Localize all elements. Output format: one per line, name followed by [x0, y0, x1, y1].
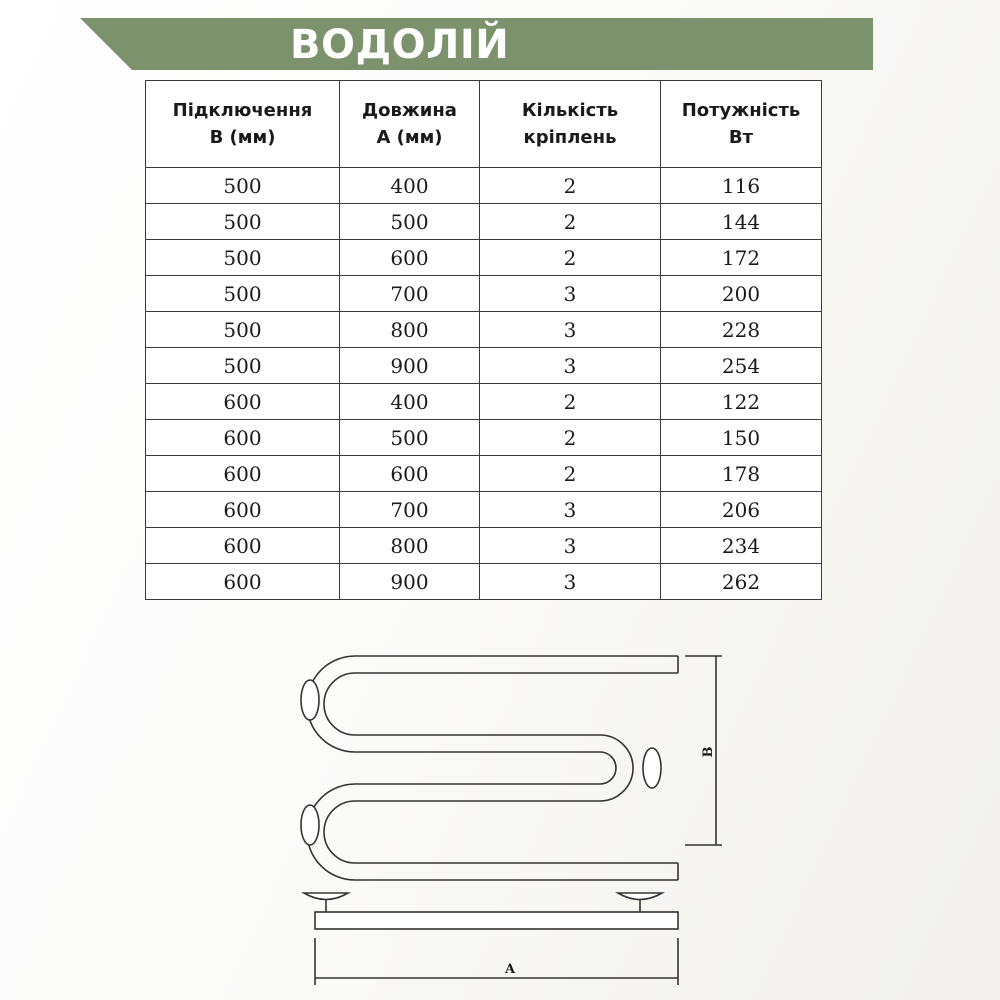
cell-connection: 600 [146, 456, 340, 492]
table-row [146, 384, 822, 420]
cell-connection: 600 [146, 384, 340, 420]
header-power [661, 81, 822, 168]
cell-length: 900 [340, 564, 480, 600]
cell-mounts: 2 [480, 384, 661, 420]
mount-bracket-right [643, 748, 661, 788]
specification-table [145, 80, 822, 600]
header-connection-line1: Підключення [172, 100, 313, 121]
cell-length: 600 [340, 240, 480, 276]
cell-connection: 600 [146, 420, 340, 456]
towel-rail-drawing [290, 645, 740, 985]
cell-connection: 500 [146, 312, 340, 348]
table-row [146, 348, 822, 384]
mount-bracket-left-top [301, 680, 319, 720]
cell-mounts: 2 [480, 168, 661, 204]
cell-power: 116 [661, 168, 822, 204]
cell-length: 500 [340, 420, 480, 456]
table-row [146, 240, 822, 276]
cell-mounts: 3 [480, 348, 661, 384]
cell-power: 206 [661, 492, 822, 528]
cell-mounts: 2 [480, 420, 661, 456]
header-mounts [480, 81, 661, 168]
cell-mounts: 2 [480, 456, 661, 492]
cell-length: 900 [340, 348, 480, 384]
header-length [340, 81, 480, 168]
cell-power: 172 [661, 240, 822, 276]
cell-power: 150 [661, 420, 822, 456]
mount-cup-right [618, 893, 662, 900]
cell-power: 178 [661, 456, 822, 492]
cell-power: 144 [661, 204, 822, 240]
table-header-row [146, 81, 822, 168]
page-title: ВОДОЛІЙ [290, 22, 510, 68]
cell-length: 700 [340, 276, 480, 312]
header-connection [146, 81, 340, 168]
cell-power: 228 [661, 312, 822, 348]
cell-length: 800 [340, 312, 480, 348]
mount-bracket-left-bottom [301, 805, 319, 845]
table-row [146, 528, 822, 564]
header-length-line2: A (мм) [376, 127, 443, 148]
cell-connection: 500 [146, 348, 340, 384]
cell-mounts: 3 [480, 492, 661, 528]
cell-mounts: 3 [480, 312, 661, 348]
cell-power: 200 [661, 276, 822, 312]
cell-connection: 600 [146, 492, 340, 528]
cell-mounts: 2 [480, 240, 661, 276]
cell-length: 800 [340, 528, 480, 564]
cell-power: 122 [661, 384, 822, 420]
cell-power: 262 [661, 564, 822, 600]
cell-mounts: 3 [480, 528, 661, 564]
rail-pipe-inner [324, 673, 678, 863]
header-length-line1: Довжина [362, 100, 457, 121]
table-row [146, 204, 822, 240]
cell-length: 400 [340, 168, 480, 204]
cell-length: 600 [340, 456, 480, 492]
cell-mounts: 3 [480, 276, 661, 312]
table-row [146, 276, 822, 312]
header-power-line2: Вт [728, 127, 754, 148]
table-row [146, 564, 822, 600]
cell-connection: 600 [146, 564, 340, 600]
header-mounts-line1: Кількість [521, 100, 619, 121]
cell-power: 254 [661, 348, 822, 384]
cell-connection: 500 [146, 204, 340, 240]
rail-pipe-outer [307, 656, 678, 880]
cell-connection: 500 [146, 168, 340, 204]
cell-power: 234 [661, 528, 822, 564]
table-row [146, 492, 822, 528]
dimension-a-label: A [504, 962, 516, 977]
cell-mounts: 3 [480, 564, 661, 600]
cell-length: 700 [340, 492, 480, 528]
cell-connection: 600 [146, 528, 340, 564]
header-connection-line2: B (мм) [209, 127, 276, 148]
cell-length: 400 [340, 384, 480, 420]
cell-connection: 500 [146, 240, 340, 276]
header-mounts-line2: кріплень [523, 127, 617, 148]
header-power-line1: Потужність [681, 100, 801, 121]
table-row [146, 456, 822, 492]
table-row [146, 420, 822, 456]
dimension-b-label: B [701, 746, 716, 758]
mount-cup-left [304, 893, 348, 900]
title-banner [80, 18, 873, 70]
cell-length: 500 [340, 204, 480, 240]
cell-mounts: 2 [480, 204, 661, 240]
rail-top-view [315, 912, 678, 929]
table-row [146, 312, 822, 348]
table-row [146, 168, 822, 204]
cell-connection: 500 [146, 276, 340, 312]
